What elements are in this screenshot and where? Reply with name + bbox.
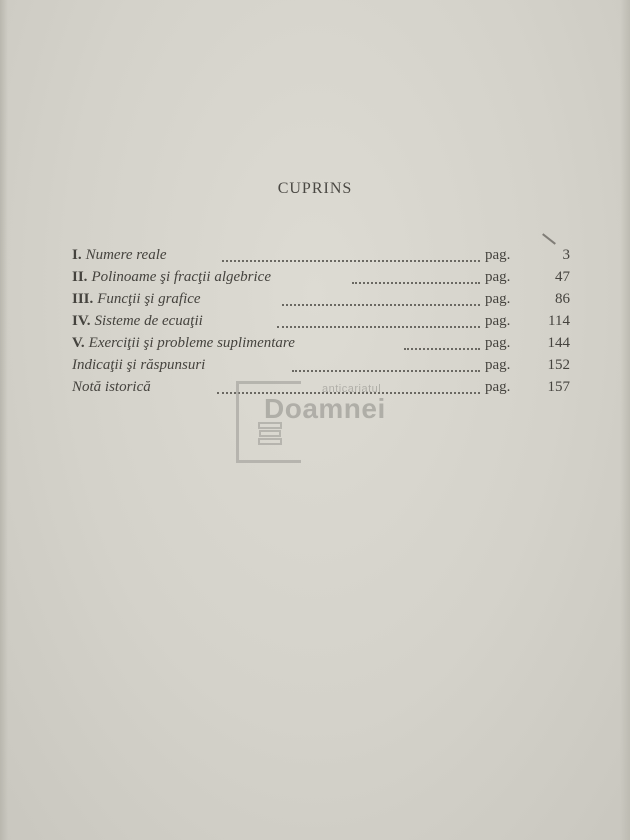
watermark-small-text: anticariatul: [322, 383, 382, 395]
toc-entry-page-number: 152: [547, 357, 570, 373]
toc-entry-number: II.: [72, 269, 88, 285]
toc-entry-label: Indicaţii şi răspunsuri: [72, 357, 206, 373]
toc-entry: [72, 332, 572, 354]
toc-dot-leader: [282, 302, 480, 306]
toc-entry-title: [72, 266, 271, 288]
toc-entry-title: [72, 376, 151, 398]
toc-entry-page-number: 47: [555, 269, 570, 285]
toc-entry-number: IV.: [72, 313, 91, 329]
toc-entry-label: Polinoame şi fracţii algebrice: [91, 269, 271, 285]
toc-entry-label: Numere reale: [85, 247, 167, 263]
toc-dot-leader: [222, 258, 480, 262]
table-of-contents: [72, 244, 572, 398]
watermark-big-text: Doamnei: [264, 393, 386, 424]
toc-entry-title: [72, 332, 295, 354]
toc-dot-leader: [292, 368, 480, 372]
toc-entry-pag: pag.: [485, 269, 511, 285]
toc-entry-pag: pag.: [485, 335, 511, 351]
toc-entry-number: V.: [72, 335, 85, 351]
toc-entry-title: [72, 310, 203, 332]
toc-entry-page-number: 144: [547, 335, 570, 351]
toc-entry-pag: pag.: [485, 379, 511, 395]
toc-entry: [72, 244, 572, 266]
toc-entry-pag: pag.: [485, 357, 511, 373]
toc-entry-title: [72, 354, 205, 376]
toc-entry-page-number: 157: [547, 379, 570, 395]
toc-dot-leader: [277, 324, 480, 328]
toc-entry-label: Exerciţii şi probleme suplimentare: [88, 335, 295, 351]
toc-entry-label: Sisteme de ecuaţii: [94, 313, 203, 329]
toc-entry-page-number: 3: [562, 247, 570, 263]
toc-entry-label: Notă istorică: [72, 379, 151, 395]
toc-entry-pag: pag.: [485, 247, 511, 263]
toc-entry: [72, 288, 572, 310]
toc-entry: [72, 310, 572, 332]
toc-entry-title: [72, 244, 167, 266]
toc-entry-number: III.: [72, 291, 94, 307]
toc-entry: [72, 266, 572, 288]
toc-entry-label: Funcţii şi grafice: [97, 291, 201, 307]
toc-entry-page-number: 86: [555, 291, 570, 307]
toc-entry-title: [72, 288, 201, 310]
pencil-mark: [542, 233, 556, 244]
toc-dot-leader: [404, 346, 480, 350]
toc-entry: [72, 354, 572, 376]
page-title: CUPRINS: [277, 180, 353, 197]
toc-entry-number: I.: [72, 247, 82, 263]
toc-entry-page-number: 114: [548, 313, 570, 329]
watermark-logo: [236, 381, 406, 461]
toc-dot-leader: [352, 280, 480, 284]
toc-entry-pag: pag.: [485, 291, 511, 307]
toc-entry-pag: pag.: [485, 313, 511, 329]
